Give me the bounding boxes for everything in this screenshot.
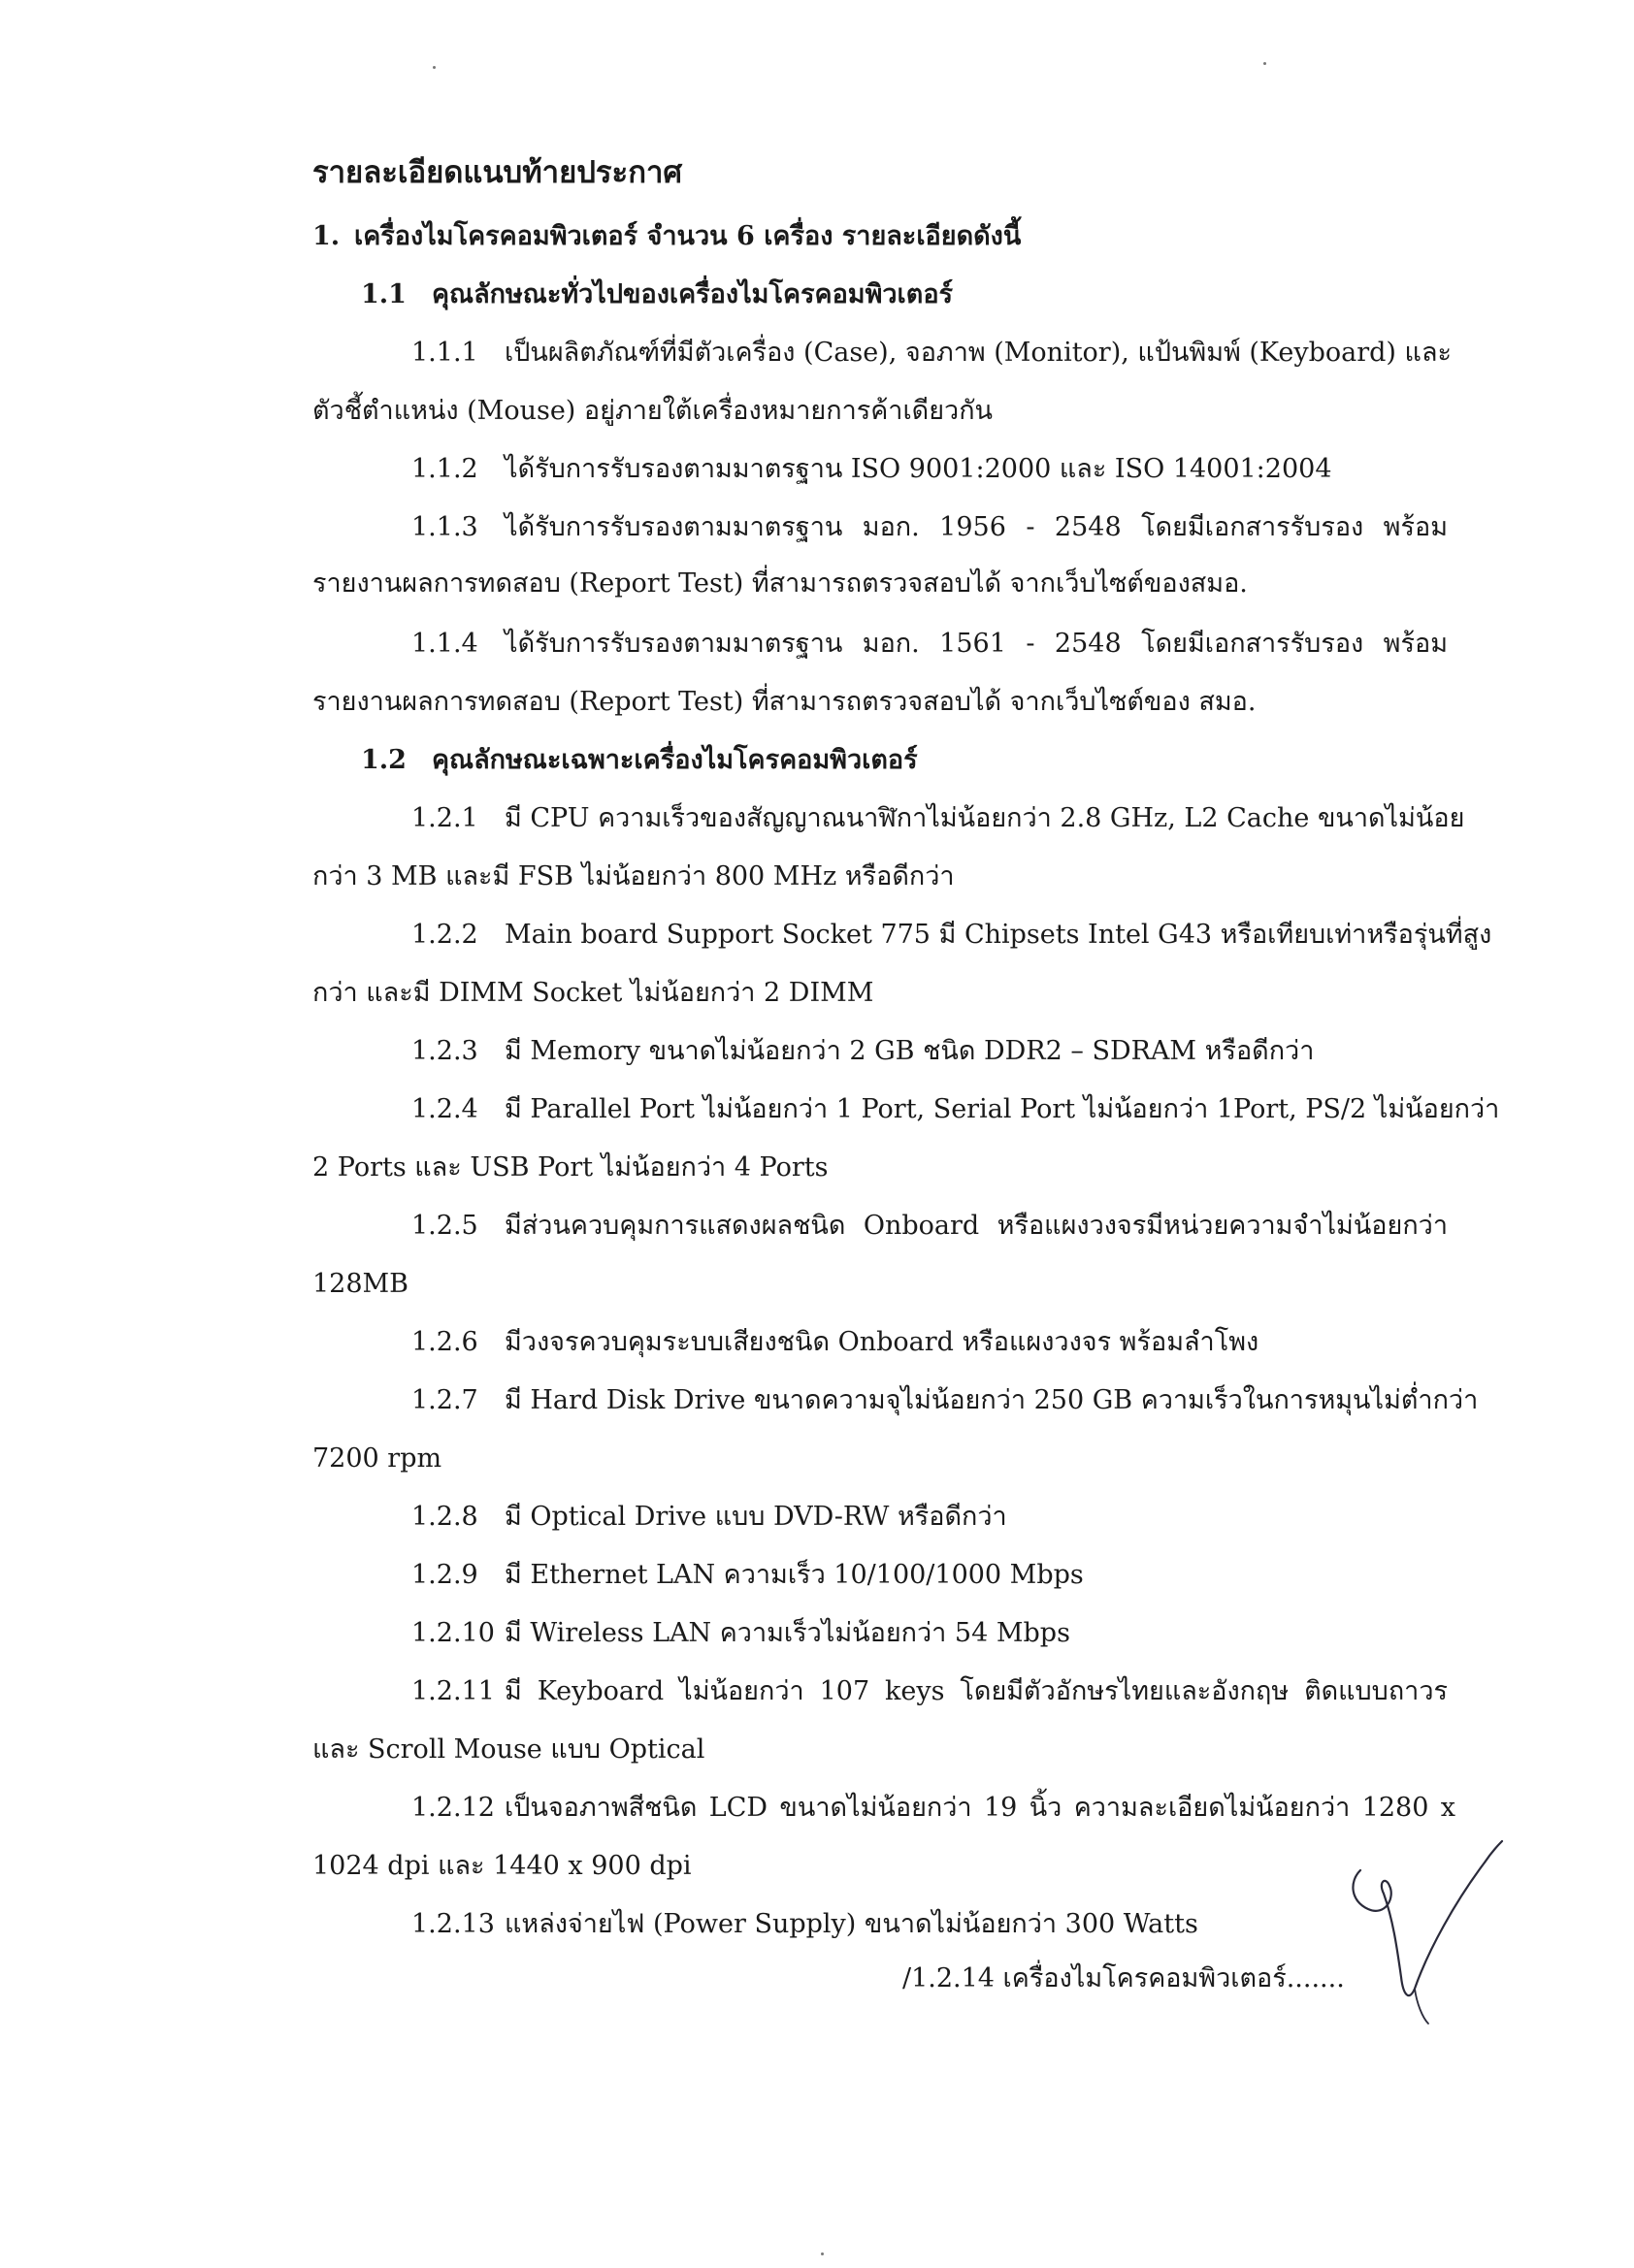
item-1-1-4-line1: ได้รับการรับรองตามมาตรฐาน มอก. 1561 - 2548 โดยมีเอกสารรับรอง พร้อม [505,629,1448,659]
item-1-1-4-line2: รายงานผลการทดสอบ (Report Test) ที่สามารถตรวจสอบได้ จากเว็บไซต์ของ สมอ. [312,687,1257,717]
item-1-1-1-number: 1.1.1 [411,338,478,368]
item-1-2-11-line2: และ Scroll Mouse แบบ Optical [312,1734,705,1765]
item-1-2-1-number: 1.2.1 [411,803,478,833]
continuation-marker: /1.2.14 เครื่องไมโครคอมพิวเตอร์....... [902,1963,1345,1993]
item-1-1-4-number: 1.1.4 [411,629,478,659]
item-1-1-1-line1: เป็นผลิตภัณฑ์ที่มีตัวเครื่อง (Case), จอภาพ (Monitor), แป้นพิมพ์ (Keyboard) และ [505,338,1452,368]
item-1-2-4-number: 1.2.4 [411,1094,478,1124]
scan-speck [821,2252,824,2255]
section-1-1-title: คุณลักษณะทั่วไปของเครื่องไมโครคอมพิวเตอร์ [432,279,954,309]
section-1-number: 1. [312,221,341,251]
item-1-2-8-number: 1.2.8 [411,1502,478,1532]
item-1-1-3-line2: รายงานผลการทดสอบ (Report Test) ที่สามารถตรวจสอบได้ จากเว็บไซต์ของสมอ. [312,568,1248,599]
item-1-1-2-number: 1.1.2 [411,454,478,484]
document-heading: รายละเอียดแนบท้ายประกาศ [312,155,683,190]
item-1-2-7-line1: มี Hard Disk Drive ขนาดความจุไม่น้อยกว่า 250 GB ความเร็วในการหมุนไม่ต่ำกว่า [505,1385,1479,1415]
scan-speck [433,66,436,69]
item-1-2-12-number: 1.2.12 [411,1793,495,1823]
item-1-2-7-line2: 7200 rpm [312,1443,442,1474]
item-1-2-1-line2: กว่า 3 MB และมี FSB ไม่น้อยกว่า 800 MHz หรือดีกว่า [312,861,955,891]
item-1-2-10-number: 1.2.10 [411,1618,495,1648]
item-1-2-5-line1: มีส่วนควบคุมการแสดงผลชนิด Onboard หรือแผงวงจรมีหน่วยความจำไม่น้อยกว่า [505,1211,1448,1241]
item-1-1-2-line1: ได้รับการรับรองตามมาตรฐาน ISO 9001:2000 และ ISO 14001:2004 [505,454,1332,484]
item-1-2-4-line2: 2 Ports และ USB Port ไม่น้อยกว่า 4 Ports [312,1152,829,1183]
item-1-2-9-line1: มี Ethernet LAN ความเร็ว 10/100/1000 Mbps [505,1560,1084,1590]
item-1-1-1-line2: ตัวชี้ตำแหน่ง (Mouse) อยู่ภายใต้เครื่องหมายการค้าเดียวกัน [312,396,993,426]
section-1-1-number: 1.1 [361,279,407,309]
item-1-2-5-line2: 128MB [312,1269,409,1299]
signature [1339,1804,1504,2027]
scan-speck [1263,62,1266,65]
item-1-2-13-number: 1.2.13 [411,1909,495,1939]
item-1-2-8-line1: มี Optical Drive แบบ DVD-RW หรือดีกว่า [505,1502,1007,1532]
item-1-2-1-line1: มี CPU ความเร็วของสัญญาณนาฬิกาไม่น้อยกว่า 2.8 GHz, L2 Cache ขนาดไม่น้อย [505,803,1465,833]
section-1-2-number: 1.2 [361,745,407,775]
item-1-2-7-number: 1.2.7 [411,1385,478,1415]
item-1-2-9-number: 1.2.9 [411,1560,478,1590]
item-1-2-11-number: 1.2.11 [411,1676,495,1706]
item-1-2-12-line1: เป็นจอภาพสีชนิด LCD ขนาดไม่น้อยกว่า 19 นิ้ว ความละเอียดไม่น้อยกว่า 1280 x [505,1793,1455,1823]
item-1-2-2-line2: กว่า และมี DIMM Socket ไม่น้อยกว่า 2 DIMM [312,978,874,1008]
section-1-2-title: คุณลักษณะเฉพาะเครื่องไมโครคอมพิวเตอร์ [432,745,918,775]
section-1-title: เครื่องไมโครคอมพิวเตอร์ จำนวน 6 เครื่อง รายละเอียดดังนี้ [354,221,1022,251]
item-1-2-13-line1: แหล่งจ่ายไฟ (Power Supply) ขนาดไม่น้อยกว่า 300 Watts [505,1909,1198,1939]
item-1-2-4-line1: มี Parallel Port ไม่น้อยกว่า 1 Port, Serial Port ไม่น้อยกว่า 1Port, PS/2 ไม่น้อยกว่า [505,1094,1500,1124]
item-1-1-3-line1: ได้รับการรับรองตามมาตรฐาน มอก. 1956 - 2548 โดยมีเอกสารรับรอง พร้อม [505,512,1448,542]
item-1-2-2-line1: Main board Support Socket 775 มี Chipsets Intel G43 หรือเทียบเท่าหรือรุ่นที่สูง [505,920,1492,950]
item-1-2-3-line1: มี Memory ขนาดไม่น้อยกว่า 2 GB ชนิด DDR2 – SDRAM หรือดีกว่า [505,1036,1315,1066]
item-1-2-6-line1: มีวงจรควบคุมระบบเสียงชนิด Onboard หรือแผงวงจร พร้อมลำโพง [505,1327,1259,1357]
item-1-1-3-number: 1.1.3 [411,512,478,542]
item-1-2-2-number: 1.2.2 [411,920,478,950]
item-1-2-6-number: 1.2.6 [411,1327,478,1357]
item-1-2-3-number: 1.2.3 [411,1036,478,1066]
item-1-2-11-line1: มี Keyboard ไม่น้อยกว่า 107 keys โดยมีตัวอักษรไทยและอังกฤษ ติดแบบถาวร [505,1676,1448,1706]
item-1-2-5-number: 1.2.5 [411,1211,478,1241]
item-1-2-10-line1: มี Wireless LAN ความเร็วไม่น้อยกว่า 54 Mbps [505,1618,1070,1648]
item-1-2-12-line2: 1024 dpi และ 1440 x 900 dpi [312,1851,692,1881]
